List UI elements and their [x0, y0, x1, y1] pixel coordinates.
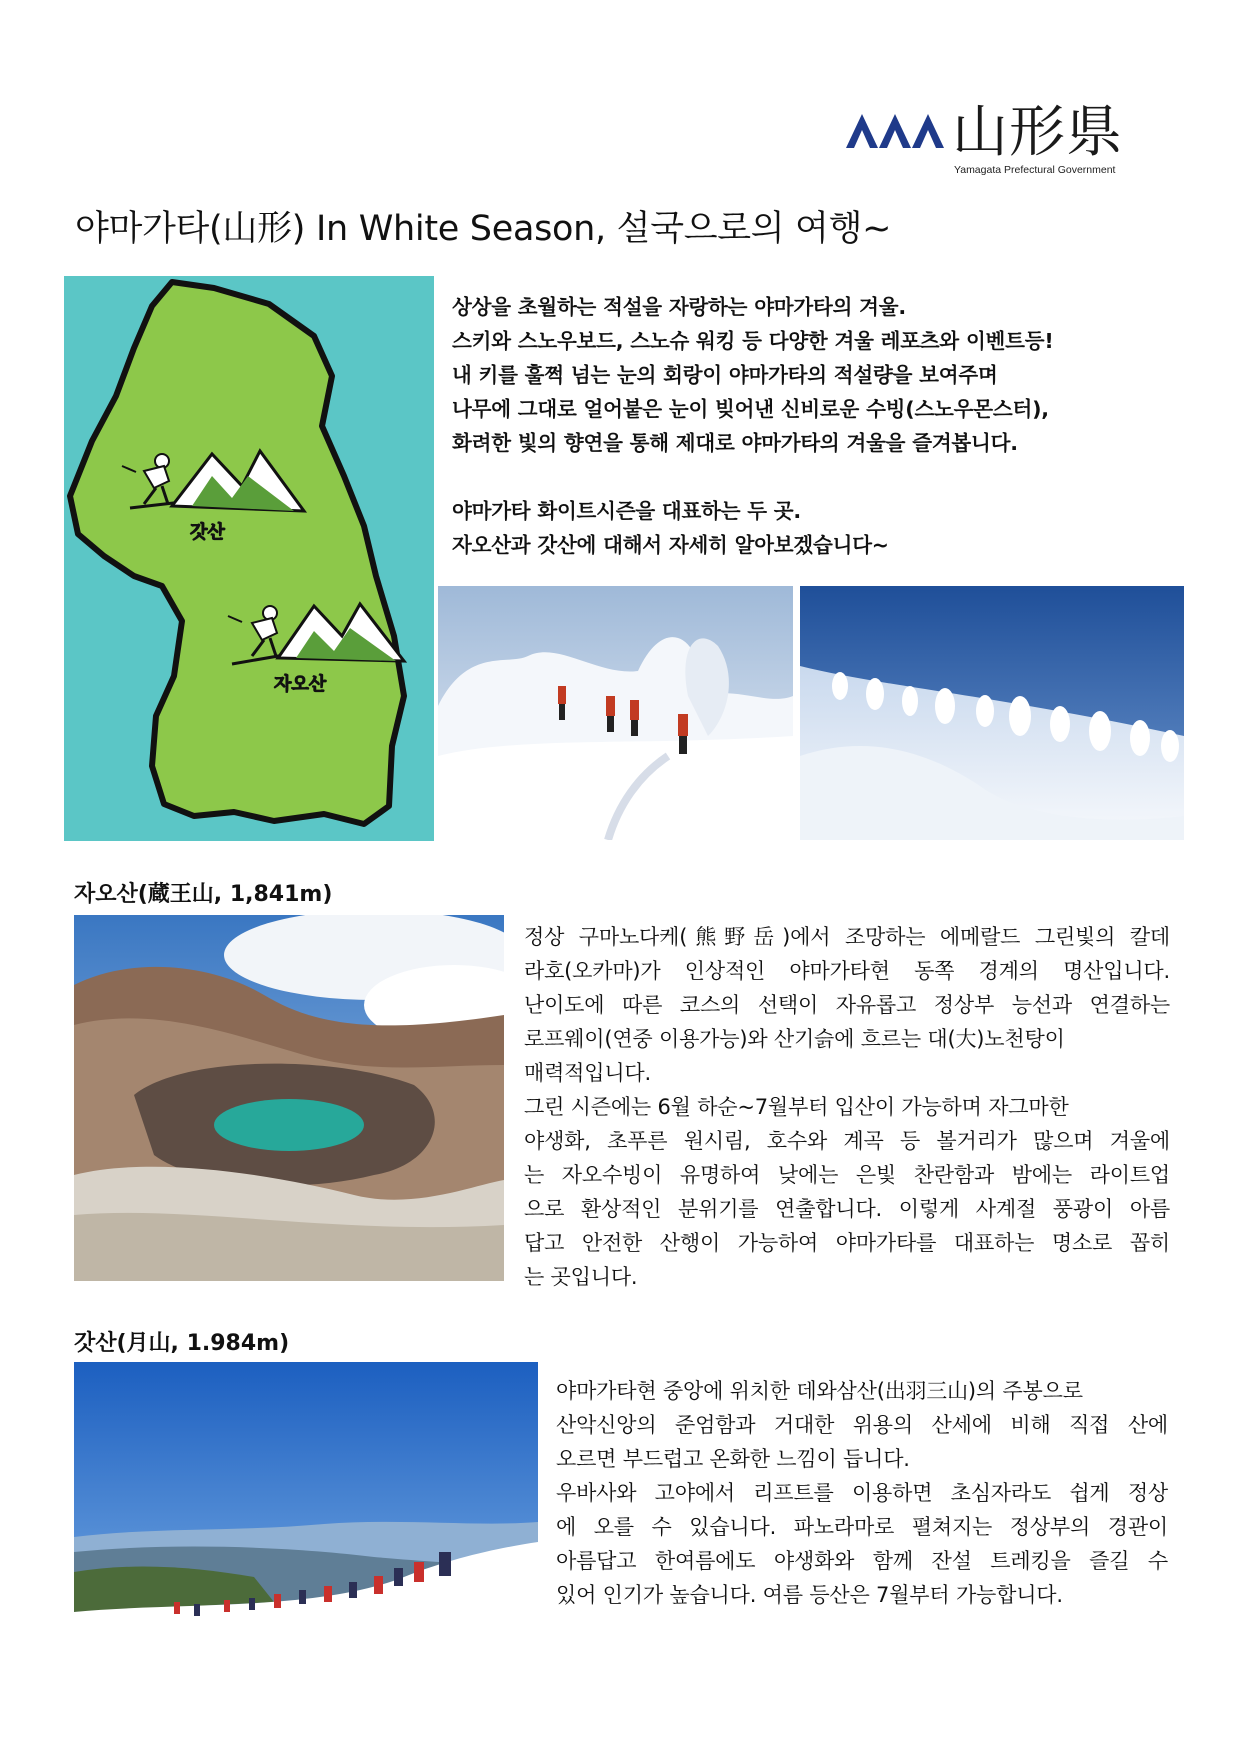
prefecture-logo — [842, 100, 1172, 180]
page-title: 야마가타(山形) In White Season, 설국으로의 여행~ — [75, 209, 892, 249]
zaosan-desc-line: 으로 환상적인 분위기를 연출합니다. 이렇게 사계절 풍광이 아름 — [524, 1197, 1170, 1221]
zaosan-heading: 자오산(蔵王山, 1,841m) — [74, 882, 333, 907]
snow-monster-field-photo — [800, 586, 1184, 840]
zaosan-okama-crater-photo — [74, 915, 504, 1281]
gassan-desc-line: 있어 인기가 높습니다. 여름 등산은 7월부터 가능합니다. — [556, 1583, 1063, 1607]
intro-line: 내 키를 훌쩍 넘는 눈의 회랑이 야마가타의 적설량을 보여주며 — [452, 363, 998, 387]
gassan-desc-line: 우바사와 고야에서 리프트를 이용하면 초심자라도 쉽게 정상 — [556, 1481, 1168, 1505]
gassan-desc-line: 에 오를 수 있습니다. 파노라마로 펼쳐지는 정상부의 경관이 — [556, 1515, 1168, 1539]
gassan-heading: 갓산(月山, 1.984m) — [74, 1331, 290, 1356]
zaosan-desc-line: 는 자오수빙이 유명하여 낮에는 은빛 찬란함과 밤에는 라이트업 — [524, 1163, 1170, 1187]
zaosan-desc-line: 답고 안전한 산행이 가능하여 야마가타를 대표하는 명소로 꼽히 — [524, 1231, 1170, 1255]
zaosan-desc-line: 라호(오카마)가 인상적인 야마가타현 동쪽 경계의 명산입니다. — [524, 959, 1170, 983]
yamagata-map — [64, 276, 434, 841]
intro-line: 스키와 스노우보드, 스노슈 워킹 등 다양한 겨울 레포츠와 이벤트등! — [452, 329, 1054, 353]
zaosan-desc-line: 는 곳입니다. — [524, 1265, 638, 1289]
intro-line: 화려한 빛의 향연을 통해 제대로 야마가타의 겨울을 즐겨봅니다. — [452, 431, 1018, 455]
snow-monster-hikers-photo — [438, 586, 793, 840]
zaosan-desc-line: 로프웨이(연중 이용가능)와 산기슭에 흐르는 대(大)노천탕이 — [524, 1027, 1065, 1051]
gassan-snow-trekking-photo — [74, 1362, 538, 1670]
intro-line: 자오산과 갓산에 대해서 자세히 알아보겠습니다~ — [452, 533, 889, 557]
intro-line: 상상을 초월하는 적설을 자랑하는 야마가타의 겨울. — [452, 295, 906, 319]
zaosan-desc-line: 매력적입니다. — [524, 1061, 651, 1085]
zaosan-desc-line: 정상 구마노다케(熊野岳)에서 조망하는 에메랄드 그린빛의 칼데 — [524, 925, 1170, 949]
gassan-desc-line: 아름답고 한여름에도 야생화와 함께 잔설 트레킹을 즐길 수 — [556, 1549, 1168, 1573]
gassan-desc-line: 산악신앙의 준엄함과 거대한 위용의 산세에 비해 직접 산에 — [556, 1413, 1168, 1437]
mountain-logo-icon — [846, 114, 946, 148]
gassan-desc-line: 오르면 부드럽고 온화한 느낌이 듭니다. — [556, 1447, 910, 1471]
intro-line: 야마가타 화이트시즌을 대표하는 두 곳. — [452, 499, 801, 523]
gassan-desc-line: 야마가타현 중앙에 위치한 데와삼산(出羽三山)의 주봉으로 — [556, 1379, 1083, 1403]
map-label-zaosan: 자오산 — [274, 674, 327, 695]
zaosan-desc-line: 난이도에 따른 코스의 선택이 자유롭고 정상부 능선과 연결하는 — [524, 993, 1170, 1017]
intro-line: 나무에 그대로 얼어붙은 눈이 빚어낸 신비로운 수빙(스노우몬스터), — [452, 397, 1049, 421]
logo-subtitle: Yamagata Prefectural Government — [954, 164, 1116, 176]
logo-kanji: 山形県 — [952, 100, 1123, 165]
map-label-gassan: 갓산 — [190, 522, 225, 543]
zaosan-desc-line: 그린 시즌에는 6월 하순~7월부터 입산이 가능하며 자그마한 — [524, 1095, 1069, 1119]
zaosan-desc-line: 야생화, 초푸른 원시림, 호수와 계곡 등 볼거리가 많으며 겨울에 — [524, 1129, 1170, 1153]
